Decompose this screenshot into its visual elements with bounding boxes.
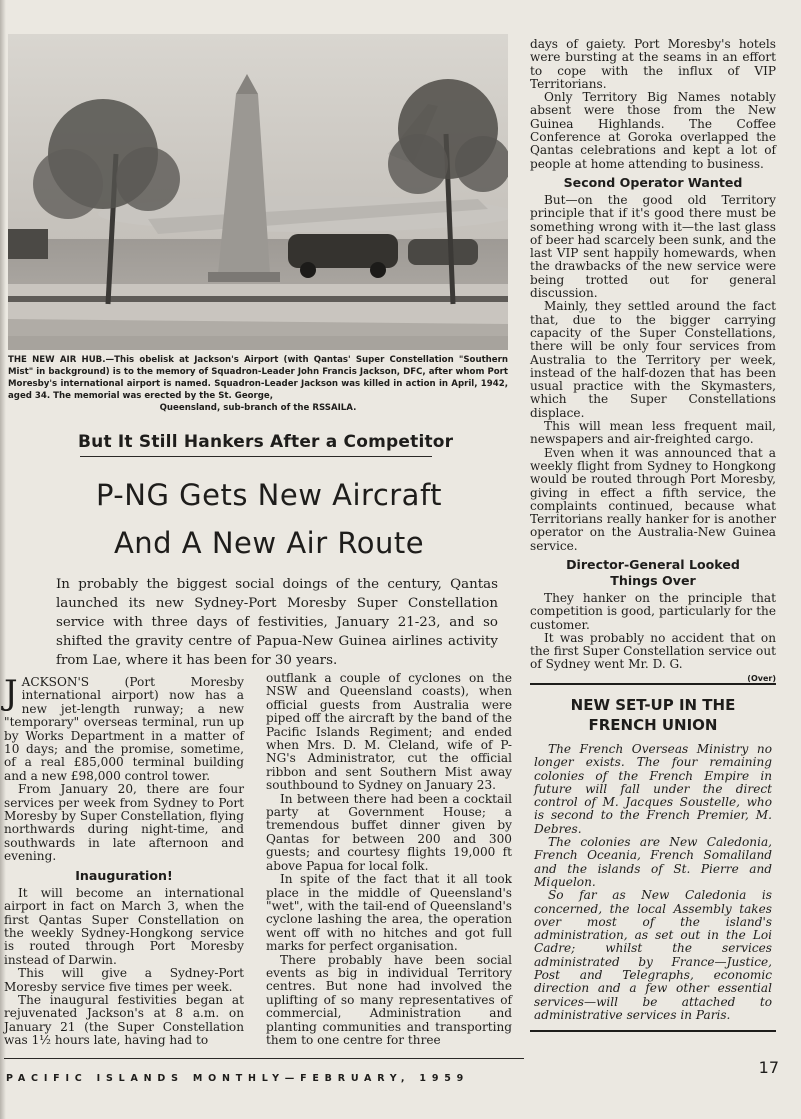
col1-paragraph-1: ACKSON'S (Port Moresby international airport) now has a new jet-length runway; a new "temporary" overseas terminal, run up by Works Department in a matter of 10 days; and the promise, sometime, of a real £85,000 terminal building and a new £98,000 control tower. xyxy=(4,675,244,783)
sidebar-bottom-rule xyxy=(530,1030,776,1032)
col2-paragraph-4: There probably have been social events as big in individual Territory centres. But none had involved the uplifting of so many representatives of commercial, Administration and planting communities and transporting them to one centre for three xyxy=(266,952,512,1047)
column-3 xyxy=(530,38,776,685)
col2-paragraph-2: In between there had been a cocktail party at Government House; a tremendous buffet dinner given by Qantas for between 200 and 300 guests; and courtesy flights 19,000 ft above Papua for local folk. xyxy=(266,791,512,873)
col2-paragraph-3: In spite of the fact that it all took place in the middle of Queensland's "wet", with the tail-end of Queensland's cyclone lashing the area, the operation went off with no hitches and got full marks for perfect organisation. xyxy=(266,872,512,954)
kicker-headline: But It Still Hankers After a Competitor xyxy=(78,432,454,452)
lede-paragraph xyxy=(56,575,498,670)
photo-illustration xyxy=(8,34,508,350)
subhead-director-general-1: Director-General Looked xyxy=(566,556,740,572)
sidebar-french-union xyxy=(530,683,776,1032)
col3-paragraph-1: days of gaiety. Port Moresby's hotels were bursting at the seams in an effort to cope with the influx of VIP Territorians. xyxy=(530,37,776,91)
col1-paragraph-3: It will become an international airport in fact on March 3, when the first Qantas Super Constellation on the weekly Sydney-Hongkong service is routed through Port Moresby instead of Darwin. xyxy=(4,885,244,967)
sidebar-title-2: FRENCH UNION xyxy=(588,716,718,734)
col3-paragraph-7: They hanker on the principle that competition is good, particularly for the customer. xyxy=(530,590,776,632)
sidebar-paragraph-1: The French Overseas Ministry no longer exists. The four remaining colonies of the French Empire in future will fall under the direct control of M. Jacques Soustelle, who is second to the French Premier, M. Debres. xyxy=(534,742,772,836)
footer-rule xyxy=(4,1058,524,1059)
headline-line-2: And A New Air Route xyxy=(113,526,425,560)
col1-paragraph-2: From January 20, there are four services per week from Sydney to Port Moresby by Super Constellation, flying northwards during night-time, and southwards in late afternoon and evening. xyxy=(4,782,244,864)
airport-photo xyxy=(8,34,508,350)
subhead-director-general-2: Things Over xyxy=(610,572,696,588)
subhead-second-operator: Second Operator Wanted xyxy=(563,174,743,190)
sidebar-title-1: NEW SET-UP IN THE xyxy=(570,696,736,714)
headline-line-1: P-NG Gets New Aircraft xyxy=(95,478,443,512)
sidebar-paragraph-3: So far as New Caledonia is concerned, the local Assembly takes over most of the island's administration, as set out in the Loi Cadre; whilst the services administrated by France—Justice, Post and Telegraphs, economic direction and a few other essential services—will be attached to administrative services in Paris. xyxy=(534,888,772,1022)
column-2 xyxy=(266,672,512,1047)
sidebar-paragraph-2: The colonies are New Caledonia, French Oceania, French Somaliland and the islands of St. Pierre and Miquelon. xyxy=(534,835,772,889)
caption-last-line: Queensland, sub-branch of the RSSAILA. xyxy=(159,403,357,413)
col1-paragraph-4: This will give a Sydney-Port Moresby service five times per week. xyxy=(4,966,244,994)
col3-paragraph-6: Even when it was announced that a weekly flight from Sydney to Hongkong would be routed through Port Moresby, giving in effect a fifth service, the complaints continued, because what Territorians really hanker for is another operator on the Australia-New Guinea service. xyxy=(530,445,776,553)
drop-cap: J xyxy=(4,673,18,713)
page-number: 17 xyxy=(758,1058,779,1077)
kicker-rule xyxy=(80,456,432,457)
photo-caption xyxy=(8,354,508,414)
caption-text: THE NEW AIR HUB.—This obelisk at Jackson's Airport (with Qantas' Super Constellation "Southern Mist" in background) is to the memory of Squadron-Leader John Francis Jackson, DFC, after whom Port Moresby's international airport is named. Squadron-Leader Jackson was killed in action in April, 1942, aged 34. The memorial was erected by the St. George, xyxy=(8,355,508,401)
column-1 xyxy=(4,673,244,1048)
col1-paragraph-5: The inaugural festivities began at rejuvenated Jackson's at 8 a.m. on January 21 (the Super Constellation was 1½ hours late, having had to xyxy=(4,992,244,1048)
col3-paragraph-5: This will mean less frequent mail, newspapers and air-freighted cargo. xyxy=(530,419,776,447)
subhead-inauguration: Inauguration! xyxy=(75,867,173,883)
col3-paragraph-3: But—on the good old Territory principle that if it's good there must be something wrong with it—the last glass of beer had scarcely been sunk, and the last VIP sent happily homewards, when the drawbacks of the new service were being trotted out for general discussion. xyxy=(530,192,776,301)
col3-paragraph-8: It was probably no accident that on the first Super Constellation service out of Sydney went Mr. D. G. xyxy=(530,630,776,672)
col2-paragraph-1: outflank a couple of cyclones on the NSW and Queensland coasts), when official guests from Australia were piped off the aircraft by the band of the Pacific Islands Regiment; and ended when Mrs. D. M. Cleland, wife of P-NG's Administrator, cut the official ribbon and sent Southern Mist away southbound to Sydney on January 23. xyxy=(266,671,512,793)
col3-paragraph-2: Only Territory Big Names notably absent were those from the New Guinea Highlands. The Coffee Conference at Goroka overlapped the Qantas celebrations and kept a lot of people at home attending to business. xyxy=(530,90,776,171)
continued-over: (Over) xyxy=(747,673,776,683)
col3-paragraph-4: Mainly, they settled around the fact that, due to the bigger carrying capacity of the Super Constellations, there will be only four services from Australia to the Territory per week, instead of the half-dozen that has been usual practice with the Skymasters, which the Super Constellations displace. xyxy=(530,299,776,420)
running-footer: PACIFIC ISLANDS MONTHLY—FEBRUARY, 1959 xyxy=(6,1073,470,1084)
lede-text: In probably the biggest social doings of the century, Qantas launched its new Sydney-Port Moresby Super Constellation service with three days of festivities, January 21-23, and so shifted the gravity centre of Papua-New Guinea airlines activity from Lae, where it has been for 30 years. xyxy=(56,577,498,668)
